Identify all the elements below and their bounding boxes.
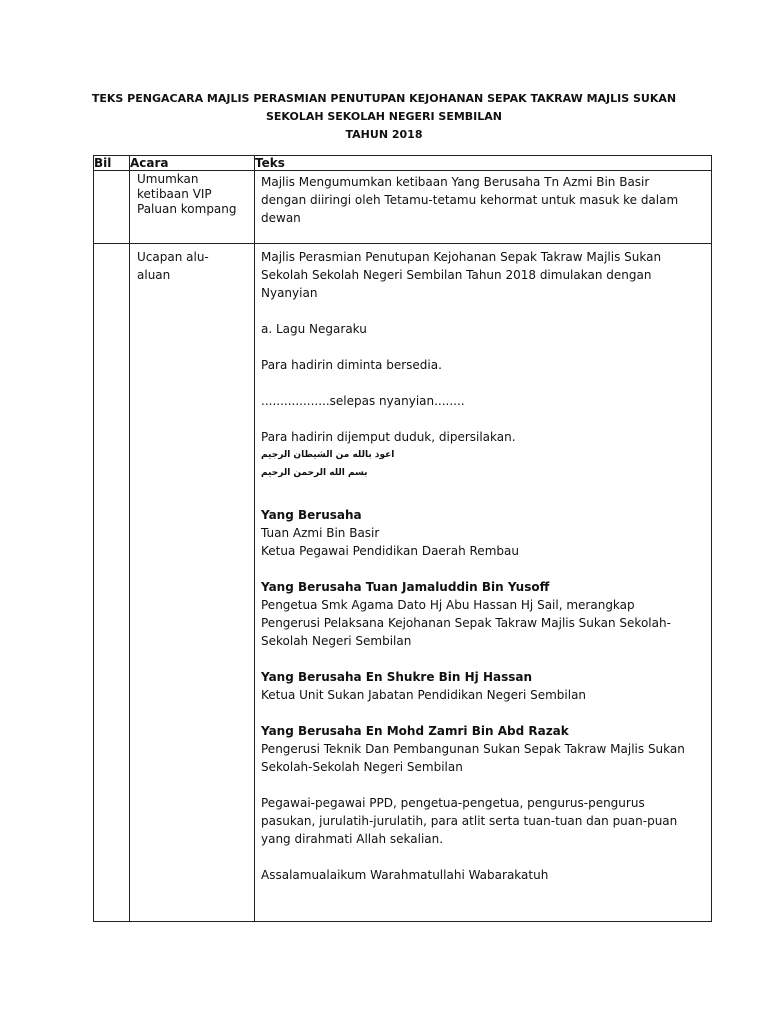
row2-acara-line: aluan — [137, 268, 171, 282]
bersedia-text: Para hadirin diminta bersedia. — [261, 358, 442, 372]
salam-text: Assalamualaikum Warahmatullahi Wabarakatuh — [261, 868, 549, 882]
pegawai-line: Pegawai-pegawai PPD, pengetua-pengetua, pengurus-pengurus — [261, 796, 645, 810]
greeting-line: Ketua Pegawai Pendidikan Daerah Rembau — [261, 544, 519, 558]
pegawai-line: pasukan, jurulatih-jurulatih, para atlit serta tuan-tuan dan puan-puan — [261, 814, 678, 828]
greeting-title: Yang Berusaha En Mohd Zamri Bin Abd Razak — [261, 724, 569, 738]
header-bil: Bil — [94, 156, 130, 171]
row1-teks-line: dengan diiringi oleh Tetamu-tetamu kehormat untuk masuk ke dalam — [261, 193, 679, 207]
row1-acara-line: Paluan kompang — [137, 202, 237, 216]
document-title-line-2: SEKOLAH SEKOLAH NEGERI SEMBILAN — [266, 110, 502, 123]
arabic-basmalah: بسم الله الرحمن الرحيم — [261, 468, 368, 478]
greeting-title: Yang Berusaha — [261, 508, 362, 522]
arabic-taawwudh: اعوذ بالله من الشيطان الرجيم — [261, 450, 395, 460]
greeting-line: Sekolah Negeri Sembilan — [261, 634, 412, 648]
header-acara: Acara — [130, 156, 255, 171]
intro-line: Sekolah Sekolah Negeri Sembilan Tahun 2018 dimulakan dengan — [261, 268, 652, 282]
document-title-line-3: TAHUN 2018 — [345, 128, 423, 141]
selepas-nyanyian-text: ..................selepas nyanyian........ — [261, 394, 465, 408]
document-title-line-1: TEKS PENGACARA MAJLIS PERASMIAN PENUTUPAN KEJOHANAN SEPAK TAKRAW MAJLIS SUKAN — [91, 92, 677, 105]
duduk-text: Para hadirin dijemput duduk, dipersilakan. — [261, 430, 516, 444]
row2-teks-cell — [255, 244, 712, 922]
greeting-line: Sekolah-Sekolah Negeri Sembilan — [261, 760, 463, 774]
row1-acara-cell — [130, 171, 255, 244]
greeting-line: Ketua Unit Sukan Jabatan Pendidikan Negeri Sembilan — [261, 688, 587, 702]
table-header-row — [94, 156, 712, 171]
intro-line: Majlis Perasmian Penutupan Kejohanan Sepak Takraw Majlis Sukan — [261, 250, 662, 264]
pegawai-line: yang dirahmati Allah sekalian. — [261, 832, 444, 846]
greeting-title: Yang Berusaha Tuan Jamaluddin Bin Yusoff — [261, 580, 550, 594]
lagu-negaraku: a. Lagu Negaraku — [261, 322, 367, 336]
row2-acara-line: Ucapan alu- — [137, 250, 209, 264]
row2-bil-cell — [94, 244, 130, 922]
row1-teks-line: Majlis Mengumumkan ketibaan Yang Berusaha Tn Azmi Bin Basir — [261, 175, 650, 189]
program-table — [93, 155, 712, 922]
greeting-line: Pengerusi Teknik Dan Pembangunan Sukan Sepak Takraw Majlis Sukan — [261, 742, 685, 756]
greeting-line: Pengetua Smk Agama Dato Hj Abu Hassan Hj Sail, merangkap — [261, 598, 635, 612]
row1-bil-cell — [94, 171, 130, 244]
table-row — [94, 244, 712, 922]
table-row — [94, 171, 712, 244]
greeting-line: Tuan Azmi Bin Basir — [261, 526, 380, 540]
row2-acara-cell — [130, 244, 255, 922]
row1-teks-cell — [255, 171, 712, 244]
row1-teks-line: dewan — [261, 211, 301, 225]
greeting-line: Pengerusi Pelaksana Kejohanan Sepak Takraw Majlis Sukan Sekolah- — [261, 616, 671, 630]
row1-acara-line: Umumkan — [137, 172, 199, 186]
intro-line: Nyanyian — [261, 286, 318, 300]
row1-acara-line: ketibaan VIP — [137, 187, 212, 201]
header-teks: Teks — [255, 156, 712, 171]
greeting-title: Yang Berusaha En Shukre Bin Hj Hassan — [261, 670, 533, 684]
